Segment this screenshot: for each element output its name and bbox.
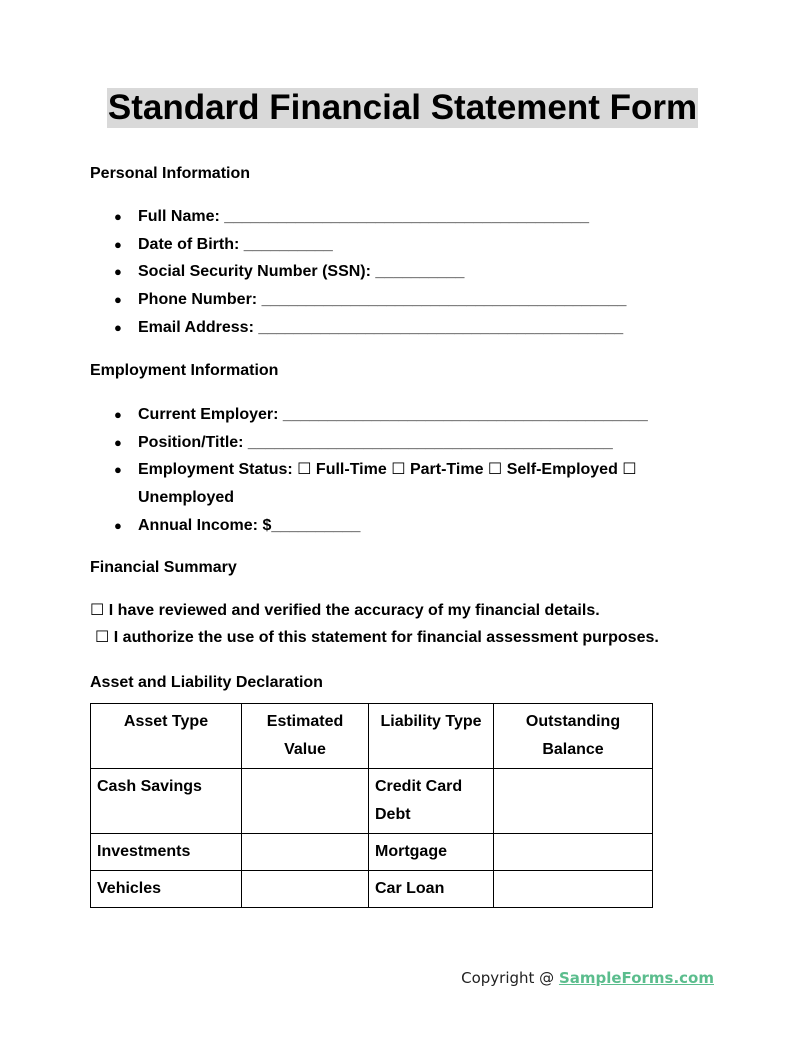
- dob-item: ● Date of Birth: __________: [90, 231, 670, 259]
- cell-liability: Car Loan: [369, 871, 494, 908]
- cell-estimated-value[interactable]: [242, 871, 369, 908]
- email-item: ● Email Address: _________________________________________: [90, 314, 670, 342]
- ssn-item: ● Social Security Number (SSN): __________: [90, 258, 670, 286]
- position-item: ● Position/Title: _________________________________________: [90, 429, 670, 457]
- personal-info-list: [90, 203, 670, 342]
- employment-status-item: ● Employment Status: ☐ Full-Time ☐ Part-Time ☐ Self-Employed ☐ Unemployed: [90, 456, 670, 511]
- title-container: [0, 88, 805, 128]
- col-estimated-value: Estimated Value: [242, 704, 369, 769]
- financial-summary-heading: Financial Summary: [90, 559, 237, 576]
- table-header-row: [91, 704, 653, 769]
- table-row: [91, 871, 653, 908]
- cell-asset: Investments: [91, 834, 242, 871]
- table-row: [91, 769, 653, 834]
- phone-item: ● Phone Number: _________________________________________: [90, 286, 670, 314]
- authorize-checkbox-line[interactable]: ☐ I authorize the use of this statement for financial assessment purposes.: [95, 629, 659, 646]
- cell-asset: Vehicles: [91, 871, 242, 908]
- col-outstanding-balance: Outstanding Balance: [494, 704, 653, 769]
- cell-asset: Cash Savings: [91, 769, 242, 834]
- employment-info-list: [90, 401, 670, 540]
- asset-liability-table: [90, 703, 653, 908]
- cell-estimated-value[interactable]: [242, 834, 369, 871]
- page-title: Standard Financial Statement Form: [107, 88, 698, 127]
- table-row: [91, 834, 653, 871]
- cell-liability: Credit Card Debt: [369, 769, 494, 834]
- cell-outstanding-balance[interactable]: [494, 871, 653, 908]
- employer-item: ● Current Employer: _________________________________________: [90, 401, 670, 429]
- verify-checkbox-line[interactable]: ☐ I have reviewed and verified the accuracy of my financial details.: [90, 602, 600, 619]
- cell-outstanding-balance[interactable]: [494, 769, 653, 834]
- col-liability-type: Liability Type: [369, 704, 494, 769]
- cell-outstanding-balance[interactable]: [494, 834, 653, 871]
- copyright-footer: [461, 968, 714, 988]
- personal-info-heading: Personal Information: [90, 165, 251, 182]
- full-name-item: ● Full Name: _________________________________________: [90, 203, 670, 231]
- copyright-prefix: Copyright @: [461, 969, 555, 987]
- cell-estimated-value[interactable]: [242, 769, 369, 834]
- sampleforms-link[interactable]: SampleForms.com: [558, 969, 714, 987]
- col-asset-type: Asset Type: [91, 704, 242, 769]
- declaration-heading: Asset and Liability Declaration: [90, 674, 323, 691]
- annual-income-item: ● Annual Income: $__________: [90, 512, 670, 540]
- employment-info-heading: Employment Information: [90, 362, 279, 379]
- cell-liability: Mortgage: [369, 834, 494, 871]
